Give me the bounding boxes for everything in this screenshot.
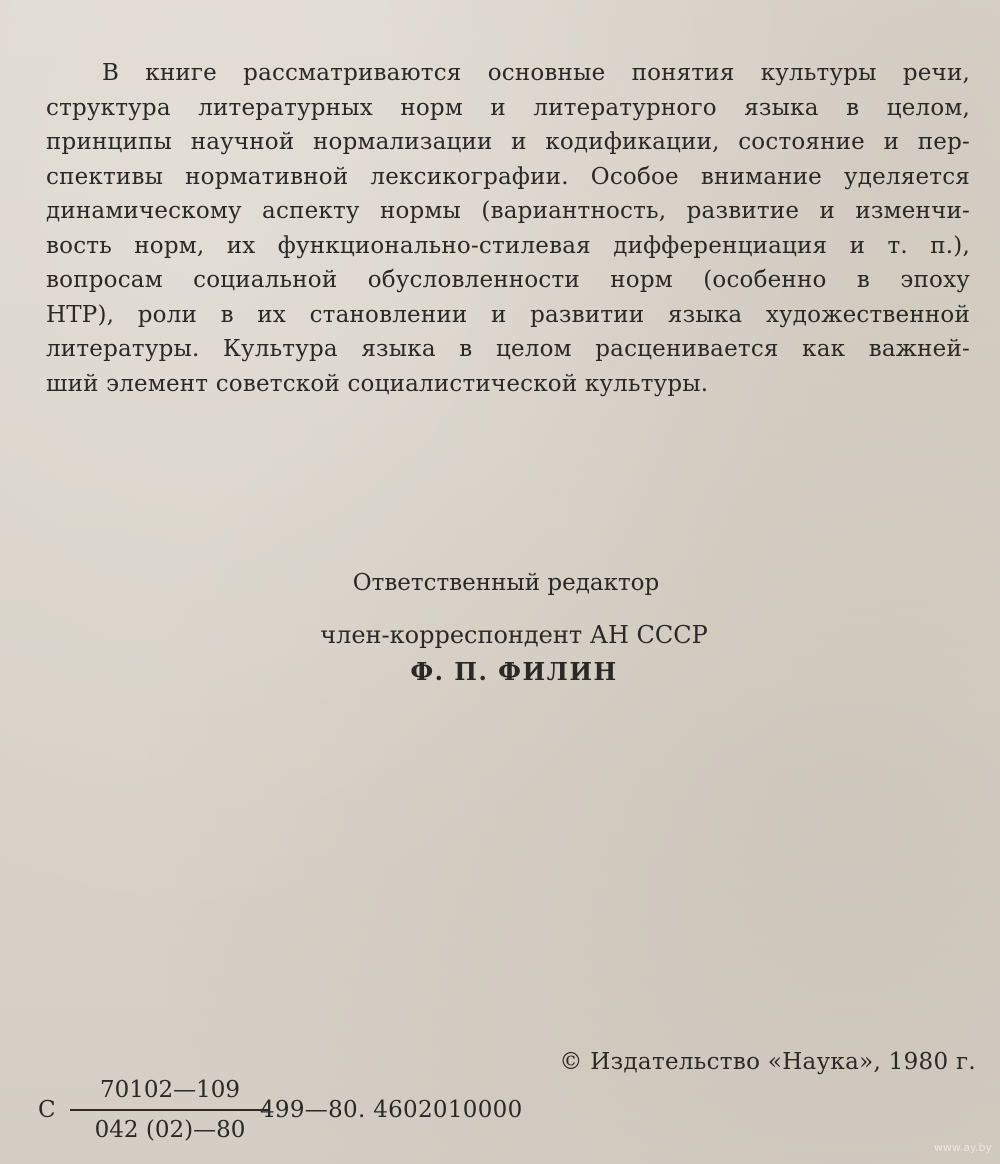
abstract-line: спективы нормативной лексикографии. Особое внимание уделяется [46, 163, 970, 190]
imprint-letter: С [38, 1097, 56, 1123]
abstract-paragraph [46, 56, 970, 401]
fraction-bar [70, 1109, 270, 1111]
site-watermark: www.ay.by [933, 1141, 992, 1154]
abstract-line: вость норм, их функционально-стилевая дифференциация и т. п.), [46, 232, 970, 259]
abstract-line: динамическому аспекту нормы (вариантность, развитие и изменчи- [46, 198, 970, 224]
abstract-line: В книге рассматриваются основные понятия культуры речи, [102, 60, 970, 86]
editor-title: член-корреспондент АН СССР [320, 621, 708, 649]
abstract-line: НТР), роли в их становлении и развитии языка художественной [46, 301, 970, 328]
abstract-line: литературы. Культура языка в целом расценивается как важней- [46, 336, 970, 362]
abstract-line: принципы научной нормализации и кодификации, состояние и пер- [46, 129, 970, 155]
copyright-notice: © Издательство «Наука», 1980 г. [559, 1049, 976, 1075]
imprint-fraction [70, 1074, 270, 1146]
editor-name: Ф. П. ФИЛИН [410, 657, 618, 686]
imprint-denominator: 042 (02)—80 [94, 1117, 246, 1143]
abstract-line: структура литературных норм и литературного языка в целом, [46, 94, 970, 121]
abstract-line: ший элемент советской социалистической культуры. [46, 370, 709, 397]
abstract-line: вопросам социальной обусловленности норм (особенно в эпоху [46, 267, 970, 293]
imprint-number: 499—80. 4602010000 [260, 1097, 523, 1123]
imprint-numerator: 70102—109 [99, 1077, 241, 1103]
editor-role: Ответственный редактор [352, 570, 660, 596]
